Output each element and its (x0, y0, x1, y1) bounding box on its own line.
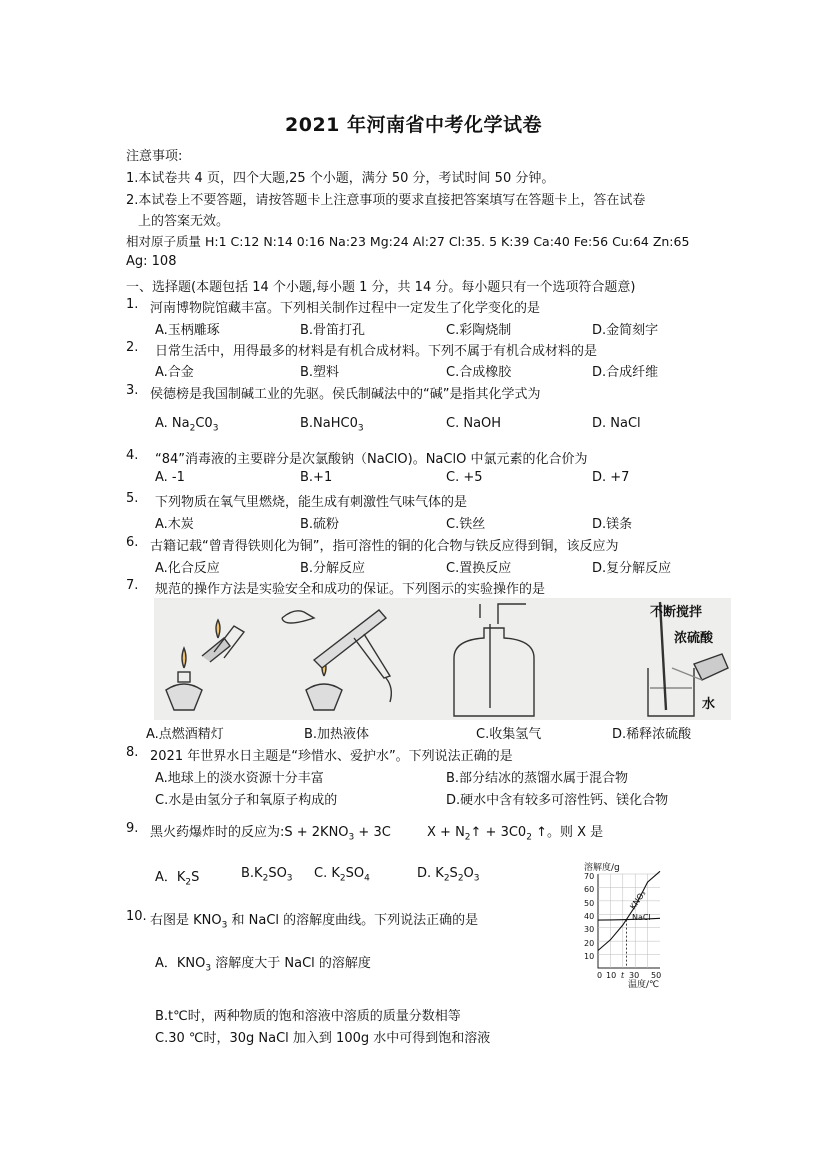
question-number: 7. (126, 578, 139, 593)
tick-y-60: 60 (584, 885, 595, 894)
option-d: D.镁条 (592, 517, 633, 532)
heating-liquid-figure (282, 610, 391, 710)
atomic-mass-line-2: Ag: 108 (126, 254, 177, 269)
option-c: C. +5 (446, 470, 483, 485)
tick-x-0: 0 (597, 971, 603, 980)
option-c: C.收集氢气 (476, 727, 542, 742)
option-b: B.加热液体 (304, 727, 370, 742)
option-d: D. $K_2S_2O_3$ (417, 866, 480, 884)
section-heading: 一、选择题(本题包括 14 个小题,每小题 1 分，共 14 分。每小题只有一个选项符合题意) (126, 280, 636, 295)
question-number: 2. (126, 340, 139, 355)
tick-y-10: 10 (584, 952, 595, 961)
option-b: B.+1 (300, 470, 333, 485)
solubility-chart-svg (580, 860, 670, 990)
tick-x-50: 50 (651, 971, 662, 980)
option-d: D.复分解反应 (592, 561, 672, 576)
question-number: 6. (126, 535, 139, 550)
notes-heading: 注意事项: (126, 149, 183, 164)
option-a: A.化合反应 (155, 561, 220, 576)
question-text: 下列物质在氧气里燃烧，能生成有刺激性气味气体的是 (155, 495, 468, 510)
option-a: A.合金 (155, 365, 194, 380)
tick-y-40: 40 (584, 912, 595, 921)
option-c: C.铁丝 (446, 517, 486, 532)
option-c: C.30 ℃时，30g NaCl 加入到 100g 水中可得到饱和溶液 (155, 1031, 491, 1046)
tick-y-70: 70 (584, 872, 595, 881)
experiment-figures (154, 598, 731, 720)
question-number: 5. (126, 491, 139, 506)
option-b: B.部分结冰的蒸馏水属于混合物 (446, 771, 629, 786)
note-1: 1.本试卷共 4 页，四个大题,25 个小题，满分 50 分，考试时间 50 分钟。 (126, 171, 555, 186)
question-text: “84”消毒液的主要辟分是次氯酸钠（NaClO)。NaClO 中氯元素的化合价为 (155, 452, 588, 467)
series-label-nacl: NaCl (632, 913, 651, 922)
option-a: A. $Na_2C0_3$ (155, 416, 219, 434)
note-2a: 2.本试卷上不要答题，请按答题卡上注意事项的要求直接把答案填写在答题卡上，答在试卷 (126, 193, 646, 208)
question-number: 9. (126, 821, 139, 836)
option-a: A．$KNO_3$ 溶解度大于 NaCl 的溶解度 (155, 956, 371, 974)
atomic-mass-line: 相对原子质量 H:1 C:12 N:14 0:16 Na:23 Mg:24 Al:27 Cl:35. 5 K:39 Ca:40 Fe:56 Cu:64 Zn:65 (126, 234, 690, 249)
option-a: A. -1 (155, 470, 185, 485)
question-text: 河南博物院馆藏丰富。下列相关制作过程中一定发生了化学变化的是 (150, 301, 541, 316)
label-water: 水 (702, 697, 716, 712)
option-b: B.硫粉 (300, 517, 340, 532)
option-b: B.塑料 (300, 365, 340, 380)
label-stir: 不断搅拌 (650, 605, 703, 620)
option-a: A．$K_2S$ (155, 870, 200, 888)
question-text: 古籍记载“曾青得铁则化为铜”，指可溶性的铜的化合物与铁反应得到铜，该反应为 (150, 539, 619, 554)
option-a: A.点燃酒精灯 (146, 727, 224, 742)
question-number: 4. (126, 448, 139, 463)
option-c: C.置换反应 (446, 561, 512, 576)
question-text: 黑火药爆炸时的反应为:S + $2KNO_3 + 3C$ (150, 825, 391, 843)
tick-x-10: 10 (606, 971, 617, 980)
option-b: B.分解反应 (300, 561, 366, 576)
option-a: A.地球上的淡水资源十分丰富 (155, 771, 324, 786)
note-2b: 上的答案无效。 (138, 214, 230, 229)
question-number: 8. (126, 745, 139, 760)
chart-xlabel: 温度/℃ (628, 980, 660, 990)
option-c: C. NaOH (446, 416, 502, 431)
option-d: D.金简刻字 (592, 323, 659, 338)
option-b: B.t℃时，两种物质的饱和溶液中溶质的质量分数相等 (155, 1009, 461, 1024)
question-text: 侯德榜是我国制碱工业的先驱。侯氏制碱法中的“碱”是指其化学式为 (150, 387, 541, 402)
page-title: 2021 年河南省中考化学试卷 (285, 114, 542, 136)
option-d: D.合成纤维 (592, 365, 659, 380)
question-text: 规范的操作方法是实验安全和成功的保证。下列图示的实验操作的是 (155, 582, 546, 597)
option-d: D.硬水中含有较多可溶性钙、镁化合物 (446, 793, 669, 808)
option-a: A.玉柄雕琢 (155, 323, 220, 338)
question-text: 日常生活中，用得最多的材料是有机合成材料。下列不属于有机合成材料的是 (155, 344, 598, 359)
option-c: C.彩陶烧制 (446, 323, 512, 338)
question-number: 3. (126, 383, 139, 398)
label-conc-acid: 浓硫酸 (674, 631, 714, 646)
tick-y-30: 30 (584, 925, 595, 934)
option-d: D.稀释浓硫酸 (612, 727, 692, 742)
question-number: 1. (126, 297, 139, 312)
option-b: $B.NaHC0_3$ (300, 416, 364, 434)
option-d: D. NaCl (592, 416, 641, 431)
tick-x-30: 30 (629, 971, 640, 980)
question-text: 2021 年世界水日主题是“珍惜水、爱护水”。下列说法正确的是 (150, 749, 513, 764)
series-line-kno3 (598, 871, 660, 950)
experiment-figures-svg (154, 598, 731, 720)
question-text-product: $X + N_2↑ + 3C0_2$ ↑。则 X 是 (427, 825, 604, 843)
series-label-kno3: KNO₃ (628, 889, 648, 912)
alcohol-lamp-figure (166, 620, 244, 710)
option-c: C.水是由氢分子和氧原子构成的 (155, 793, 338, 808)
option-d: D. +7 (592, 470, 630, 485)
chart-title: 溶解度/g (584, 863, 620, 873)
option-a: A.木炭 (155, 517, 194, 532)
tick-y-20: 20 (584, 939, 595, 948)
tick-x-t: t (621, 971, 625, 980)
question-text: 右图是 $KNO_3$ 和 NaCl 的溶解度曲线。下列说法正确的是 (150, 913, 479, 931)
option-c: C.合成橡胶 (446, 365, 512, 380)
solubility-chart (580, 860, 670, 990)
gas-bottle-figure (454, 604, 534, 716)
question-number: 10. (126, 909, 147, 924)
tick-y-50: 50 (584, 899, 595, 908)
option-c: C. $K_2SO_4$ (314, 866, 370, 884)
option-b: $B.K_2SO_3$ (241, 866, 293, 884)
option-b: B.骨笛打孔 (300, 323, 366, 338)
